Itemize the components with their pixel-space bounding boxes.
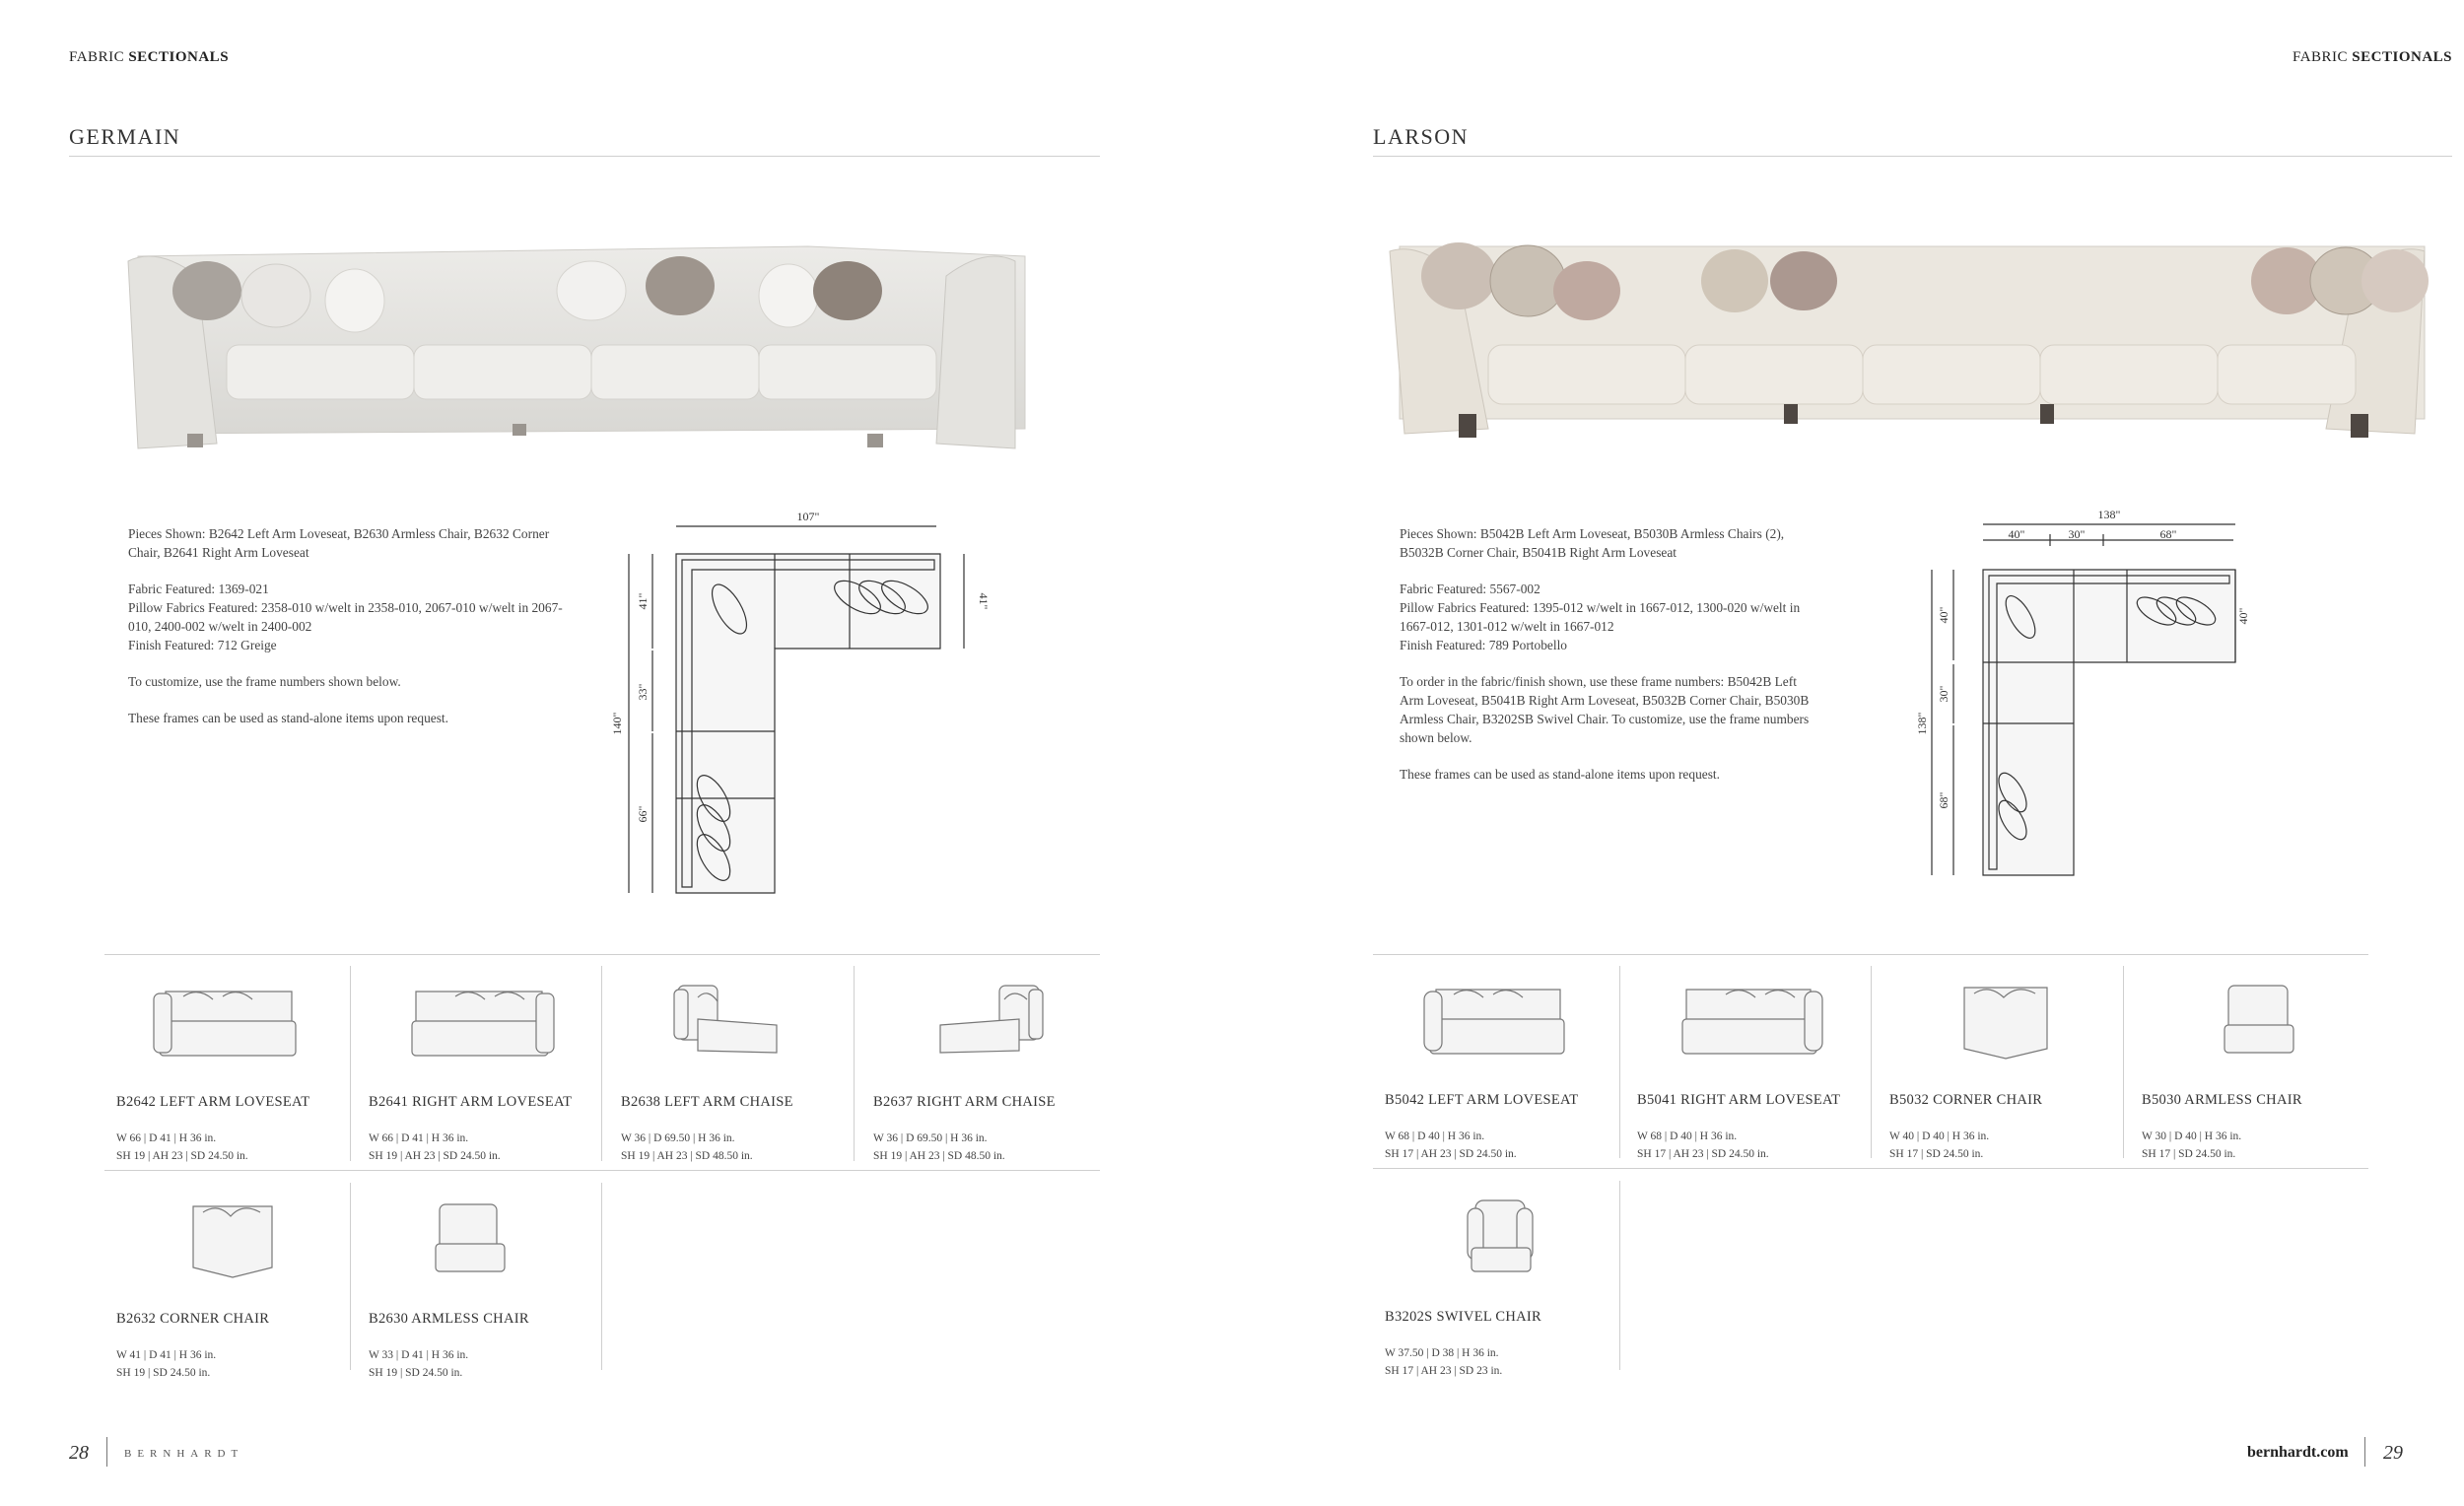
germain-sectional-photo [118,237,1035,463]
right-arm-loveseat-icon [1625,970,1878,1070]
dim-left-total: 138" [1915,712,1929,735]
corner-chair-icon [104,1189,357,1289]
product-name: B2632 CORNER CHAIR [116,1311,270,1327]
product-dimensions: W 36 | D 69.50 | H 36 in. SH 19 | AH 23 | SD 48.50 in. [873,1132,1005,1162]
product-card[interactable] [1878,962,2130,1164]
product-card[interactable] [1625,962,1878,1164]
product-dimensions: W 36 | D 69.50 | H 36 in. SH 19 | AH 23 | SD 48.50 in. [621,1132,753,1162]
larson-description: Pieces Shown: B5042B Left Arm Loveseat, B5030B Armless Chairs (2), B5032B Corner Chair, B5041B Right Arm Loveseat Fabric Featured: 5567-002 Pillow Fabrics Featured: 1395-012 w/welt in 1667-012, 1300-020 w/welt in 1667-012, 1301-012 w/welt in 1667-012 Finish Featured: 789 Portobello To order in the fabric/finish shown, use these frame numbers: B5042B Left Arm Loveseat, B5041B Right Arm Loveseat, B5032B Corner Chair, B5030B Armless Chair, B3202SB Swivel Chair. To customize, use the frame numbers shown below. These frames can be used as stand-alone items upon request. [1400,526,1810,782]
product-name: B5032 CORNER CHAIR [1889,1092,2043,1108]
dim-seg2: 30" [1937,685,1951,703]
dim-left-total: 140" [610,712,624,735]
right-arm-chaise-icon [861,972,1114,1072]
page-right [1232,0,2464,1506]
product-card[interactable] [2130,962,2382,1164]
dim-seg3: 66" [636,805,650,823]
dim-top-seg2: 30" [2068,527,2086,541]
larson-sectional-photo [1380,237,2434,463]
dim-right-depth: 40" [2236,607,2250,625]
left-arm-loveseat-icon [1373,970,1625,1070]
collection-title: LARSON [1373,124,1470,149]
product-card[interactable] [357,964,609,1166]
title-rule [69,156,1100,157]
product-name: B2642 LEFT ARM LOVESEAT [116,1094,310,1110]
grid-rule-mid [1373,1168,2368,1169]
dim-right-depth: 41" [977,592,991,610]
collection-title: GERMAIN [69,124,181,149]
product-dimensions: W 66 | D 41 | H 36 in. SH 19 | AH 23 | SD 24.50 in. [369,1132,501,1162]
website-link[interactable]: bernhardt.com [2247,1444,2349,1461]
product-dimensions: W 40 | D 40 | H 36 in. SH 17 | SD 24.50 in. [1889,1130,1990,1160]
product-card[interactable] [609,964,861,1166]
product-name: B5041 RIGHT ARM LOVESEAT [1637,1092,1841,1108]
product-dimensions: W 41 | D 41 | H 36 in. SH 19 | SD 24.50 in. [116,1349,217,1379]
product-name: B2630 ARMLESS CHAIR [369,1311,529,1327]
corner-chair-icon [1878,970,2130,1070]
product-name: B2641 RIGHT ARM LOVESEAT [369,1094,573,1110]
dim-top-seg1: 40" [2008,527,2025,541]
title-rule [1373,156,2452,157]
product-card[interactable] [1373,962,1625,1164]
product-dimensions: W 68 | D 40 | H 36 in. SH 17 | AH 23 | SD 24.50 in. [1385,1130,1517,1160]
product-name: B3202S SWIVEL CHAIR [1385,1309,1542,1325]
product-name: B2637 RIGHT ARM CHAISE [873,1094,1056,1110]
product-dimensions: W 68 | D 40 | H 36 in. SH 17 | AH 23 | SD 24.50 in. [1637,1130,1769,1160]
swivel-chair-icon [1373,1187,1625,1287]
grid-rule-top [104,954,1100,955]
product-dimensions: W 30 | D 40 | H 36 in. SH 17 | SD 24.50 in. [2142,1130,2242,1160]
germain-description: Pieces Shown: B2642 Left Arm Loveseat, B2630 Armless Chair, B2632 Corner Chair, B2641 Right Arm Loveseat Fabric Featured: 1369-021 Pillow Fabrics Featured: 2358-010 w/welt in 2358-010, 2067-010 w/welt in 2067-010, 2400-002 w/welt in 2400-002 Finish Featured: 712 Greige To customize, use the frame numbers shown below. These frames can be used as stand-alone items upon request. [128,526,563,725]
product-card[interactable] [357,1181,609,1383]
product-card[interactable] [104,964,357,1166]
dim-top-seg3: 68" [2159,527,2177,541]
product-name: B5042 LEFT ARM LOVESEAT [1385,1092,1579,1108]
product-name: B2638 LEFT ARM CHAISE [621,1094,793,1110]
section-header: FABRIC SECTIONALS [69,49,230,65]
section-header: FABRIC SECTIONALS [2292,49,2452,65]
armless-chair-icon [2130,970,2382,1070]
grid-rule-top [1373,954,2368,955]
dim-seg2: 33" [636,683,650,701]
germain-layout-diagram [601,503,995,897]
page-number: 28 [69,1442,89,1464]
brand-logo: BERNHARDT [124,1448,244,1460]
grid-rule-mid [104,1170,1100,1171]
dim-seg1: 40" [1937,606,1951,624]
armless-chair-icon [357,1189,609,1289]
product-dimensions: W 37.50 | D 38 | H 36 in. SH 17 | AH 23 | SD 23 in. [1385,1347,1503,1377]
dim-seg1: 41" [636,592,650,610]
product-dimensions: W 33 | D 41 | H 36 in. SH 19 | SD 24.50 in. [369,1349,469,1379]
product-card[interactable] [861,964,1114,1166]
right-arm-loveseat-icon [357,972,609,1072]
product-card[interactable] [1373,1179,1625,1381]
product-dimensions: W 66 | D 41 | H 36 in. SH 19 | AH 23 | SD 24.50 in. [116,1132,248,1162]
page-number: 29 [2383,1442,2403,1464]
larson-layout-diagram [1912,503,2250,887]
dim-seg3: 68" [1937,791,1951,809]
left-arm-chaise-icon [609,972,861,1072]
dim-top-width: 138" [2097,508,2121,521]
left-arm-loveseat-icon [104,972,357,1072]
product-name: B5030 ARMLESS CHAIR [2142,1092,2302,1108]
product-card[interactable] [104,1181,357,1383]
dim-top-width: 107" [796,510,820,523]
